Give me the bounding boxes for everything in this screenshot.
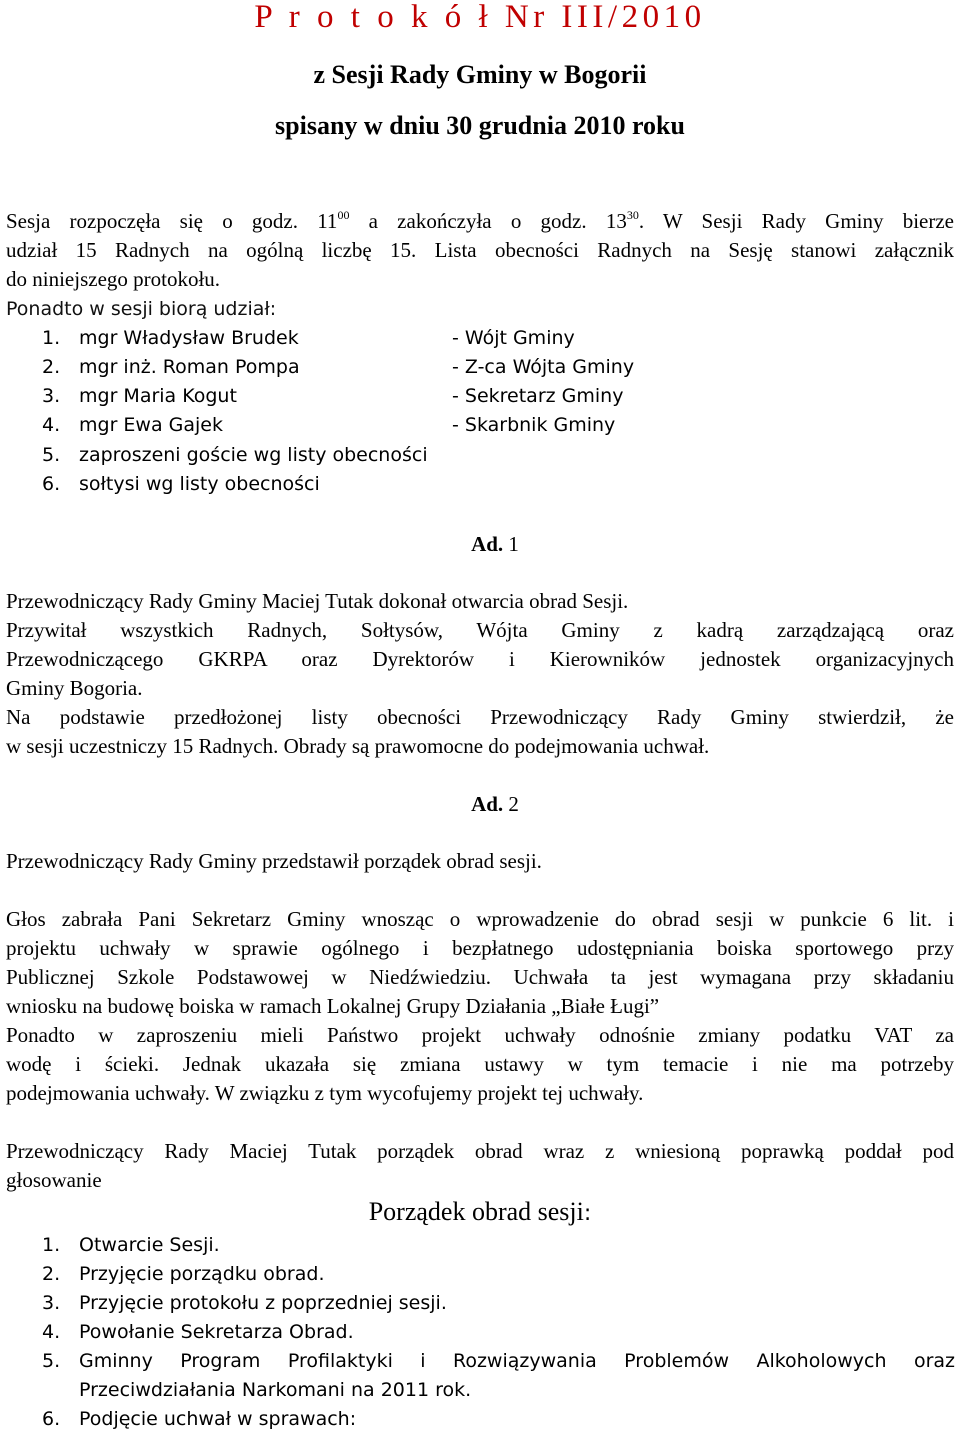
section-number: 1 xyxy=(503,532,519,556)
agenda-item-text: Przyjęcie protokołu z poprzedniej sesji. xyxy=(79,1292,447,1314)
attendee-name: sołtysi wg listy obecności xyxy=(79,473,320,495)
agenda-item-text: Podjęcie uchwał w sprawach: xyxy=(79,1408,357,1430)
intro-text: a zakończyła o godz. 13 xyxy=(349,209,627,233)
section-label: Ad. xyxy=(471,792,504,816)
attendee-role: - Wójt Gminy xyxy=(452,327,575,349)
document-subtitle: z Sesji Rady Gminy w Bogorii xyxy=(313,60,647,89)
end-time-minutes: 30 xyxy=(626,208,639,222)
agenda-item-number: 3. xyxy=(42,1292,61,1314)
ad1-paragraph-2-line-1: Przywitał wszystkich Radnych, Sołtysów, Wójta Gminy z kadrą zarządzającą oraz xyxy=(6,618,954,642)
intro-line-2: udział 15 Radnych na ogólną liczbę 15. Lista obecności Radnych na Sesję stanowi załącznik xyxy=(6,238,954,262)
agenda-item-number: 1. xyxy=(42,1234,61,1256)
agenda-item-number: 4. xyxy=(42,1321,61,1343)
agenda-item-text: Gminny Program Profilaktyki i Rozwiązywania Problemów Alkoholowych oraz xyxy=(79,1350,955,1372)
ad2-paragraph-3-line-1: Ponadto w zaproszeniu mieli Państwo projekt uchwały odnośnie zmiany podatku VAT za xyxy=(6,1023,954,1047)
intro-line-1 xyxy=(6,207,954,236)
agenda-item-number: 6. xyxy=(42,1408,61,1430)
ad2-paragraph-1: Przewodniczący Rady Gminy przedstawił porządek obrad sesji. xyxy=(6,849,542,873)
agenda-heading-text: Porządek obrad sesji xyxy=(368,1197,584,1226)
ad1-paragraph-3-line-2: w sesji uczestniczy 15 Radnych. Obrady są prawomocne do podejmowania uchwał. xyxy=(6,734,710,758)
agenda-item-text: Otwarcie Sesji. xyxy=(79,1234,220,1256)
attendee-role: - Skarbnik Gminy xyxy=(452,414,616,436)
attendance-intro: Ponadto w sesji biorą udział: xyxy=(6,298,277,320)
agenda-item-text-continued: Przeciwdziałania Narkomani na 2011 rok. xyxy=(79,1379,472,1401)
ad2-paragraph-2-line-3: Publicznej Szkole Podstawowej w Niedźwiedziu. Uchwała ta jest wymagana przy składaniu xyxy=(6,965,954,989)
ad1-paragraph-3-line-1: Na podstawie przedłożonej listy obecności Przewodniczący Rady Gminy stwierdził, że xyxy=(6,705,954,729)
agenda-heading xyxy=(0,1196,960,1230)
attendee-name: mgr Maria Kogut xyxy=(79,385,237,407)
agenda-item-number: 2. xyxy=(42,1263,61,1285)
start-time-minutes: 00 xyxy=(337,208,350,222)
attendee-number: 1. xyxy=(42,327,61,349)
document-title: P r o t o k ó ł Nr III/2010 xyxy=(254,0,706,35)
attendee-name: mgr inż. Roman Pompa xyxy=(79,356,300,378)
agenda-item-number: 5. xyxy=(42,1350,61,1372)
ad1-paragraph-2-line-3: Gminy Bogoria. xyxy=(6,676,143,700)
ad2-paragraph-3-line-3: podejmowania uchwały. W związku z tym wycofujemy projekt tej uchwały. xyxy=(6,1081,644,1105)
intro-line-3: do niniejszego protokołu. xyxy=(6,267,221,291)
attendee-name: mgr Władysław Brudek xyxy=(79,327,299,349)
ad2-paragraph-4-line-1: Przewodniczący Rady Maciej Tutak porządek obrad wraz z wniesioną poprawką poddał pod xyxy=(6,1139,954,1163)
attendee-number: 2. xyxy=(42,356,61,378)
section-heading-ad2 xyxy=(0,790,960,819)
intro-text: . W Sesji Rady Gminy bierze xyxy=(638,209,954,233)
document-date-line: spisany w dniu 30 grudnia 2010 roku xyxy=(275,111,685,140)
agenda-heading-colon: : xyxy=(583,1201,592,1226)
ad2-paragraph-3-line-2: wodę i ścieki. Jednak ukazała się zmiana ustawy w tym temacie i nie ma potrzeby xyxy=(6,1052,954,1076)
ad2-paragraph-2-line-2: projektu uchwały w sprawie ogólnego i bezpłatnego udostępniania boiska sportowego przy xyxy=(6,936,954,960)
ad2-paragraph-4-line-2: głosowanie xyxy=(6,1168,102,1192)
attendee-name: zaproszeni goście wg listy obecności xyxy=(79,444,428,466)
ad1-paragraph-1: Przewodniczący Rady Gminy Maciej Tutak dokonał otwarcia obrad Sesji. xyxy=(6,589,629,613)
agenda-item-text: Przyjęcie porządku obrad. xyxy=(79,1263,325,1285)
section-number: 2 xyxy=(503,792,519,816)
agenda-item-text: Powołanie Sekretarza Obrad. xyxy=(79,1321,354,1343)
intro-text: Sesja rozpoczęła się o godz. 11 xyxy=(6,209,338,233)
ad2-paragraph-2-line-4: wniosku na budowę boiska w ramach Lokalnej Grupy Działania „Białe Ługi” xyxy=(6,994,660,1018)
section-label: Ad. xyxy=(471,532,504,556)
attendee-name: mgr Ewa Gajek xyxy=(79,414,223,436)
ad1-paragraph-2-line-2: Przewodniczącego GKRPA oraz Dyrektorów i Kierowników jednostek organizacyjnych xyxy=(6,647,954,671)
section-heading-ad1 xyxy=(0,530,960,559)
attendee-number: 4. xyxy=(42,414,61,436)
attendee-role: - Z-ca Wójta Gminy xyxy=(452,356,635,378)
attendee-number: 6. xyxy=(42,473,61,495)
attendee-number: 3. xyxy=(42,385,61,407)
attendee-role: - Sekretarz Gminy xyxy=(452,385,624,407)
ad2-paragraph-2-line-1: Głos zabrała Pani Sekretarz Gminy wnosząc o wprowadzenie do obrad sesji w punkcie 6 lit. i xyxy=(6,907,954,931)
attendee-number: 5. xyxy=(42,444,61,466)
